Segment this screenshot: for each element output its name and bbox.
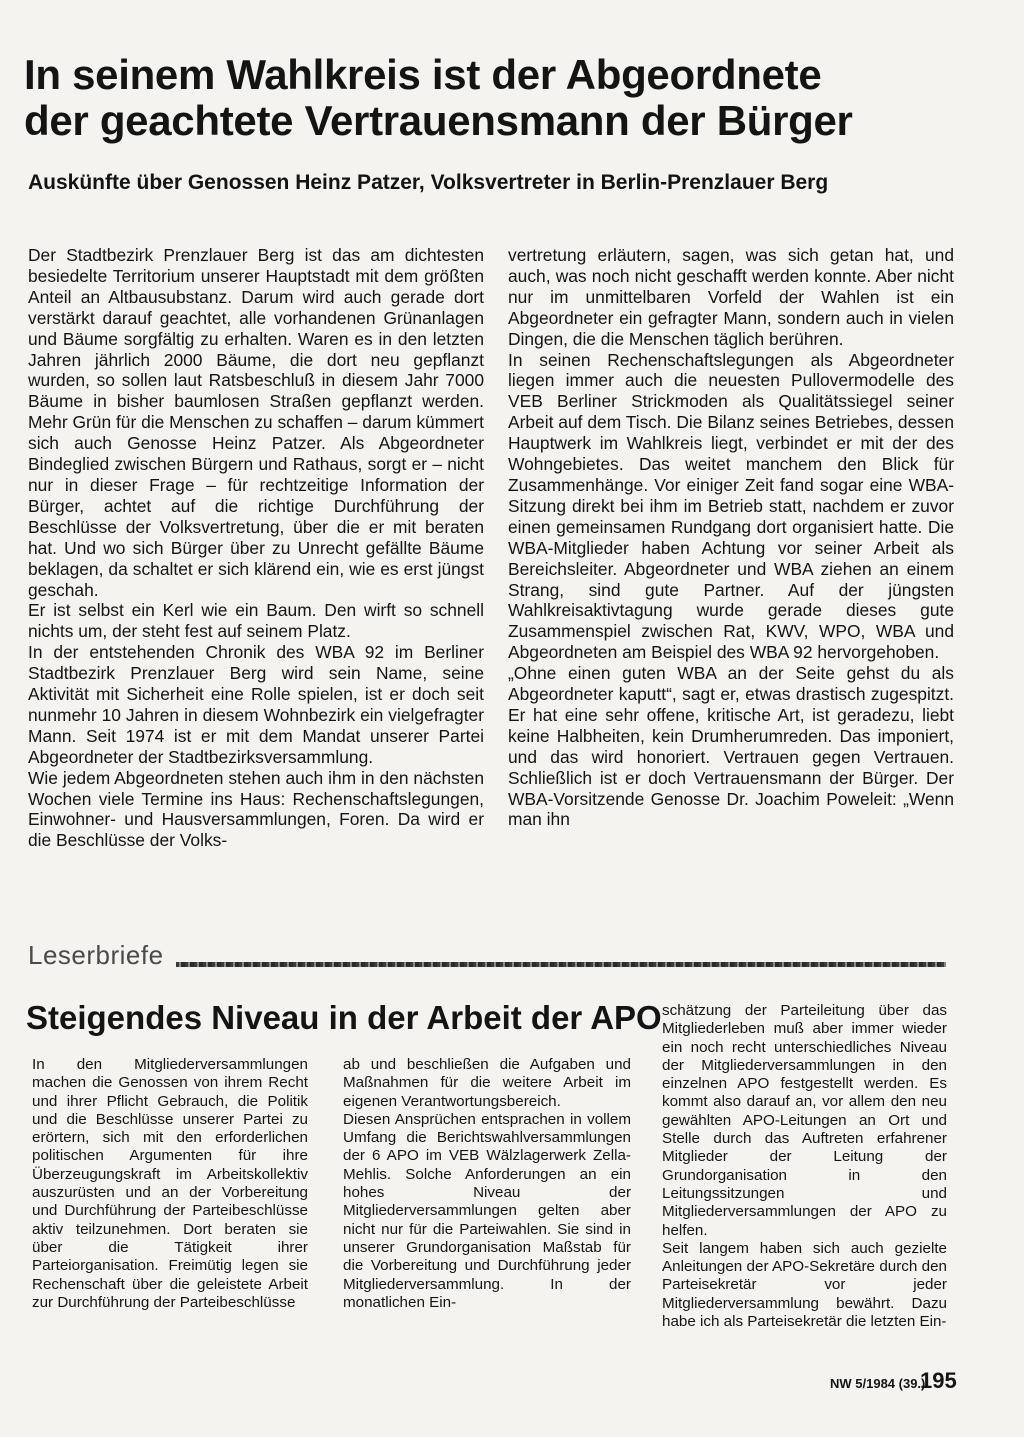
paragraph: „Ohne einen guten WBA an der Seite gehst du als Abgeordneter kaputt“, sagt er, etwas drastisch zugespitzt. Er hat eine sehr offene, kritische Art, ist geradezu, liebt keine Halbheiten, kein Drumherumreden. Das imponiert, und das wird honoriert. Vertrauen gegen Vertrauen. Schließlich ist er doch Vertrauensmann der Bürger. Der WBA-Vorsitzende Genosse Dr. Joachim Poweleit: „Wenn man ihn	[508, 663, 954, 830]
main-article-column-1	[28, 245, 484, 851]
main-article-column-2	[508, 245, 954, 830]
headline-line-2: der geachtete Vertrauensmann der Bürger	[24, 97, 853, 144]
paragraph: Er ist selbst ein Kerl wie ein Baum. Den wirft so schnell nichts um, der steht fest auf seinem Platz.	[28, 600, 484, 642]
letter-column-1	[32, 1056, 308, 1312]
paragraph: In den Mitgliederversammlungen machen die Genossen von ihrem Recht und ihrer Pflicht Gebrauch, die Politik und die Beschlüsse unserer Partei zu erörtern, sich mit den erforderlichen politischen Argumenten für ihre Überzeugungskraft im Arbeitskollektiv auszurüsten und an der Vorbereitung und Durchführung der Parteibeschlüsse aktiv teilzunehmen. Dort beraten sie über die Tätigkeit ihrer Parteiorganisation. Freimütig legen sie Rechenschaft über die geleistete Arbeit zur Durchführung der Parteibeschlüsse	[32, 1056, 308, 1311]
section-label: Leserbriefe	[28, 940, 164, 970]
headline	[24, 52, 1004, 144]
subtitle: Auskünfte über Genossen Heinz Patzer, Volksvertreter in Berlin-Prenzlauer Berg	[28, 171, 829, 194]
paragraph: Wie jedem Abgeordneten stehen auch ihm in den nächsten Wochen viele Termine ins Haus: Rechenschaftslegungen, Einwohner- und Hausversammlungen, Foren. Da wird er die Beschlüsse der Volks-	[28, 767, 484, 851]
paragraph: ab und beschließen die Aufgaben und Maßnahmen für die weitere Arbeit im eigenen Verantwortungsbereich.	[343, 1056, 631, 1110]
headline-line-1: In seinem Wahlkreis ist der Abgeordnete	[24, 51, 822, 98]
paragraph: Seit langem haben sich auch gezielte Anleitungen der APO-Sekretäre durch den Parteisekretär vor jeder Mitgliederversammlung bewährt. Dazu habe ich als Parteisekretär die letzten Ein-	[662, 1239, 947, 1331]
paragraph: Diesen Ansprüchen entsprachen in vollem Umfang die Berichtswahlversammlungen der 6 APO im VEB Wälzlagerwerk Zella-Mehlis. Solche Anforderungen an ein hohes Niveau der Mitgliederversammlungen gelten aber nicht nur für die Parteiwahlen. Sie sind in unserer Grundorganisation Maßstab für die Vorbereitung und Durchführung jeder Mitgliederversammlung. In der monatlichen Ein-	[343, 1110, 631, 1311]
paragraph: In der entstehenden Chronik des WBA 92 im Berliner Stadtbezirk Prenzlauer Berg wird sein Name, seine Aktivität mit Sicherheit eine Rolle spielen, ist er doch seit nunmehr 10 Jahren in diesem Wohnbezirk ein vielgefragter Mann. Seit 1974 ist er mit dem Mandat unserer Partei Abgeordneter der Stadtbezirksversammlung.	[28, 642, 484, 767]
letter-column-3	[662, 1002, 947, 1331]
paragraph: In seinen Rechenschaftslegungen als Abgeordneter liegen immer auch die neuesten Pullovermodelle des VEB Berliner Strickmoden als Qualitätssiegel seiner Arbeit auf dem Tisch. Die Bilanz seines Betriebes, dessen Hauptwerk im Wahlkreis liegt, verbindet er mit der des Wohngebietes. Das weitet manchem den Blick für Zusammenhänge. Vor einiger Zeit fand sogar eine WBA-Sitzung direkt bei ihm im Betrieb statt, nachdem er zuvor einen gemeinsamen Rundgang dort organisiert hatte. Die WBA-Mitglieder haben Achtung vor seiner Arbeit als Bereichsleiter. Abgeordneter und WBA ziehen an einem Strang, sind gute Partner. Auf der jüngsten Wahlkreisaktivtagung wurde gerade dieses gute Zusammenspiel zwischen Rat, KWV, WPO, WBA und Abgeordneten am Beispiel des WBA 92 hervorgehoben.	[508, 349, 954, 663]
issue-reference: NW 5/1984 (39.)	[830, 1376, 926, 1391]
paragraph: schätzung der Parteileitung über das Mitgliederleben muß aber immer wieder ein noch recht unterschiedliches Niveau der Mitgliederversammlungen in den einzelnen APO festgestellt werden. Es kommt also darauf an, vor allem den neu gewählten APO-Leitungen an Ort und Stelle durch das Auftreten erfahrener Mitglieder der Leitung der Grundorganisation in den Leitungssitzungen und Mitgliederversammlungen der APO zu helfen.	[662, 1002, 947, 1239]
letter-title: Steigendes Niveau in der Arbeit der APO	[26, 999, 662, 1036]
section-rule	[176, 962, 946, 967]
paragraph: vertretung erläutern, sagen, was sich getan hat, und auch, was noch nicht geschafft werden konnte. Aber nicht nur im unmittelbaren Vorfeld der Wahlen ist ein Abgeordneter ein gefragter Mann, sondern auch in vielen Dingen, die die Menschen täglich berühren.	[508, 245, 954, 349]
letter-column-2	[343, 1056, 631, 1312]
paragraph: Der Stadtbezirk Prenzlauer Berg ist das am dichtesten besiedelte Territorium unserer Hauptstadt mit dem größten Anteil an Altbausubstanz. Darum wird auch gerade dort verstärkt darauf geachtet, alle vorhandenen Grünanlagen und Bäume sorgfältig zu erhalten. Waren es in den letzten Jahren jährlich 2000 Bäume, die dort neu gepflanzt wurden, so sollen laut Ratsbeschluß in diesem Jahr 7000 Bäume in bisher baumlosen Straßen gepflanzt werden. Mehr Grün für die Menschen zu schaffen – darum kümmert sich auch Genosse Heinz Patzer. Als Abgeordneter Bindeglied zwischen Bürgern und Rathaus, sorgt er – nicht nur in dieser Frage – für rechtzeitige Information der Bürger, achtet auf die richtige Durchführung der Beschlüsse der Volksvertretung, über die er mit beraten hat. Und wo sich Bürger über zu Unrecht gefällte Bäume beklagen, da schaltet er sich klärend ein, wie es erst jüngst geschah.	[28, 245, 484, 600]
page-number: 195	[920, 1368, 957, 1393]
